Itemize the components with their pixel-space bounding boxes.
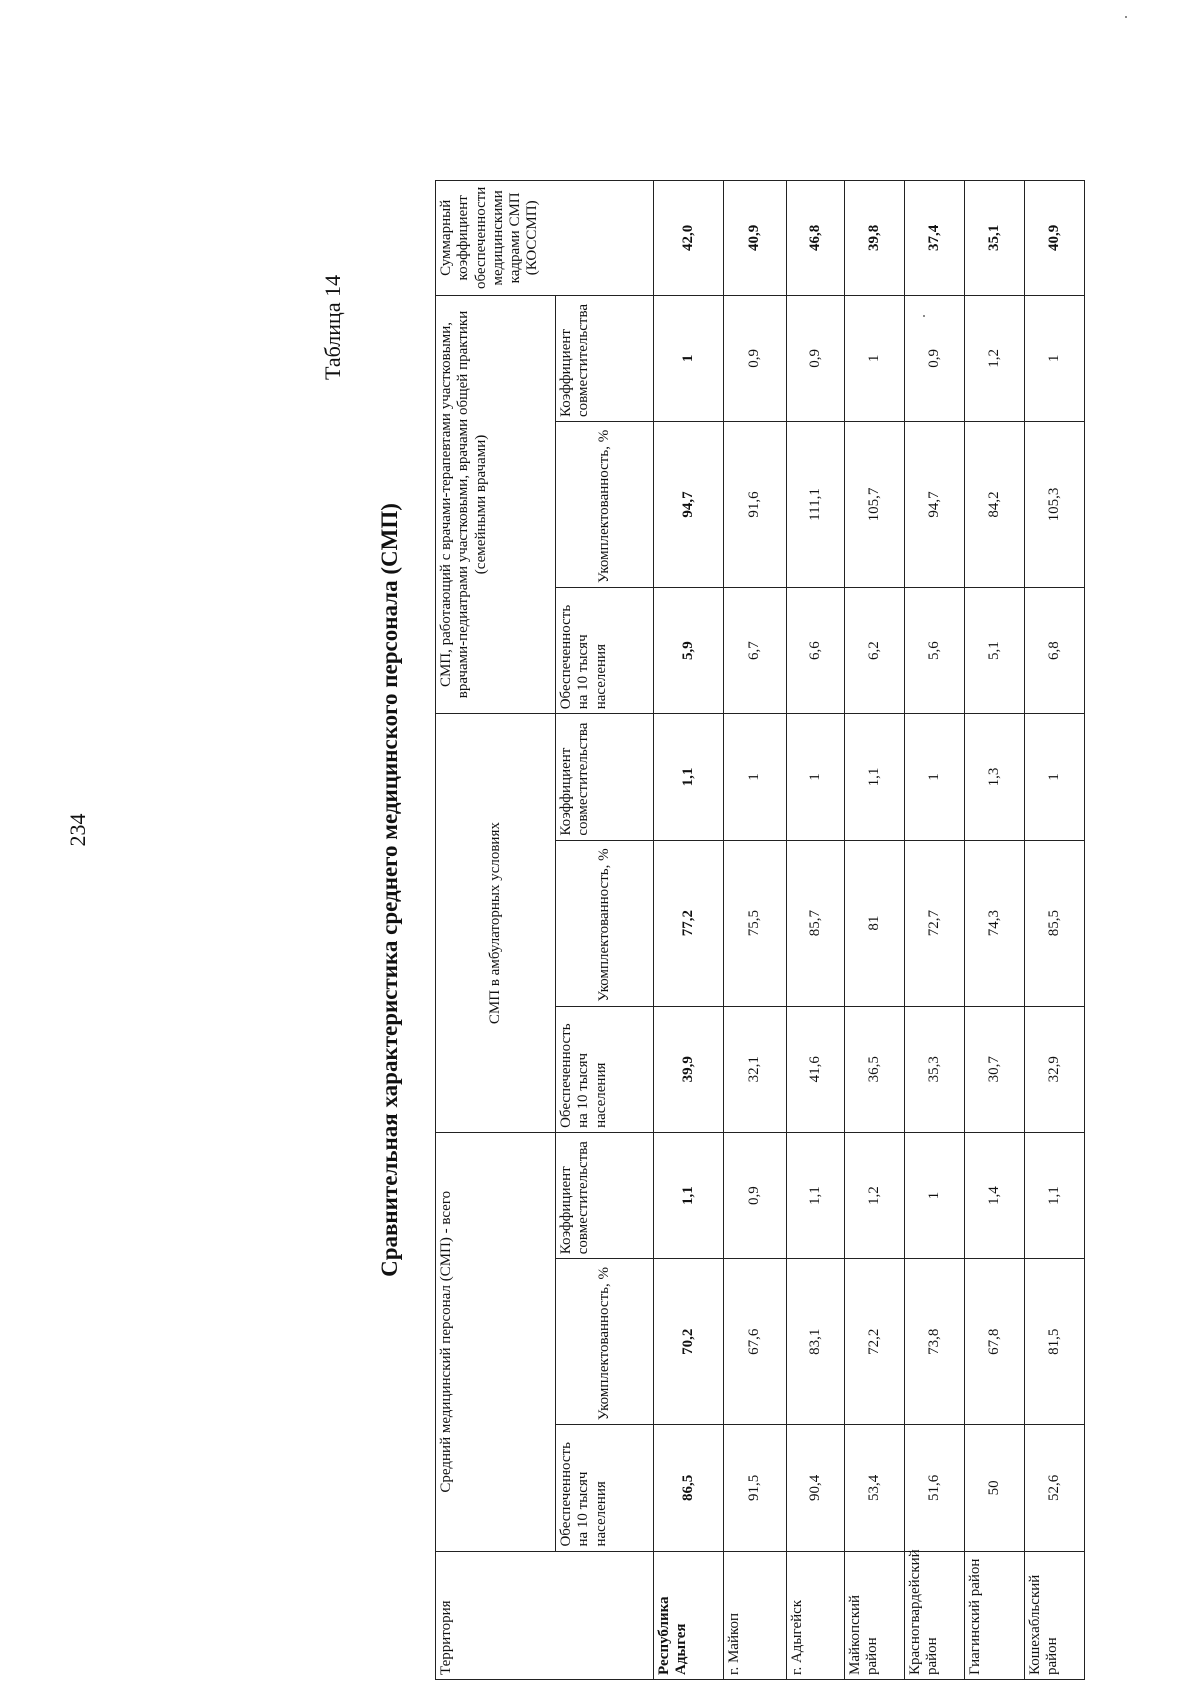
territory-cell: г. Адыгейск — [787, 1551, 845, 1679]
value-cell: 30,7 — [965, 1006, 1025, 1132]
value-cell: 1 — [905, 1132, 965, 1258]
value-cell: 70,2 — [654, 1259, 724, 1425]
territory-cell: Кошехабльский район — [1025, 1551, 1085, 1679]
value-cell: 1 — [724, 714, 787, 840]
value-cell: 53,4 — [845, 1425, 905, 1551]
value-cell: 32,9 — [1025, 1006, 1085, 1132]
value-cell: 1 — [787, 714, 845, 840]
value-cell: 1 — [1025, 714, 1085, 840]
table-row — [724, 181, 787, 1680]
value-cell: 1 — [654, 295, 724, 421]
header-group-total-smp: Средний медицинский персонал (СМП) - всего — [436, 1132, 556, 1551]
value-cell: 1,4 — [965, 1132, 1025, 1258]
total-coefficient-cell: 40,9 — [724, 181, 787, 296]
value-cell: 91,5 — [724, 1425, 787, 1551]
value-cell: 0,9 — [787, 295, 845, 421]
value-cell: 91,6 — [724, 422, 787, 588]
value-cell: 0,9 — [905, 295, 965, 421]
territory-cell: Республика Адыгея — [654, 1551, 724, 1679]
sub-staffing-2: Укомплектованность, % — [556, 840, 654, 1006]
table-row — [845, 181, 905, 1680]
header-row-1 — [436, 181, 556, 1680]
table-row — [787, 181, 845, 1680]
value-cell: 35,3 — [905, 1006, 965, 1132]
value-cell: 39,9 — [654, 1006, 724, 1132]
value-cell: 73,8 — [905, 1259, 965, 1425]
value-cell: 51,6 — [905, 1425, 965, 1551]
table-title: Сравнительная характеристика среднего медицинского персонала (СМП) — [377, 503, 402, 1277]
value-cell: 0,9 — [724, 295, 787, 421]
value-cell: 41,6 — [787, 1006, 845, 1132]
value-cell: 50 — [965, 1425, 1025, 1551]
total-coefficient-cell: 39,8 — [845, 181, 905, 296]
value-cell: 36,5 — [845, 1006, 905, 1132]
value-cell: 67,6 — [724, 1259, 787, 1425]
sub-coef-1: Коэффициент совместительства — [556, 1132, 654, 1258]
data-table — [435, 180, 1085, 1680]
total-coefficient-cell: 40,9 — [1025, 181, 1085, 296]
sub-staffing-1: Укомплектованность, % — [556, 1259, 654, 1425]
value-cell: 72,2 — [845, 1259, 905, 1425]
value-cell: 1 — [905, 714, 965, 840]
value-cell: 75,5 — [724, 840, 787, 1006]
rotated-page — [65, 170, 1125, 1680]
table-row — [905, 181, 965, 1680]
value-cell: 6,8 — [1025, 587, 1085, 713]
value-cell: 105,7 — [845, 422, 905, 588]
sub-coef-3: Коэффициент совместительства — [556, 295, 654, 421]
total-coefficient-cell: 46,8 — [787, 181, 845, 296]
header-territory: Территория — [436, 1551, 654, 1679]
value-cell: 74,3 — [965, 840, 1025, 1006]
table-row — [965, 181, 1025, 1680]
value-cell: 6,2 — [845, 587, 905, 713]
value-cell: 1,2 — [845, 1132, 905, 1258]
table-number: Таблица 14 — [320, 274, 345, 380]
value-cell: 1 — [845, 295, 905, 421]
total-coefficient-cell: 37,4 — [905, 181, 965, 296]
value-cell: 1,2 — [965, 295, 1025, 421]
total-coefficient-cell: 42,0 — [654, 181, 724, 296]
value-cell: 85,7 — [787, 840, 845, 1006]
sub-staffing-3: Укомплектованность, % — [556, 422, 654, 588]
table-row — [1025, 181, 1085, 1680]
header-row-2 — [556, 181, 654, 1680]
value-cell: 1,1 — [845, 714, 905, 840]
value-cell: 111,1 — [787, 422, 845, 588]
value-cell: 1,3 — [965, 714, 1025, 840]
header-group-ambulatory: СМП в амбулаторных условиях — [436, 714, 556, 1133]
sub-provision-2: Обеспеченность на 10 тысяч населения — [556, 1006, 654, 1132]
value-cell: 94,7 — [905, 422, 965, 588]
value-cell: 77,2 — [654, 840, 724, 1006]
value-cell: 1,1 — [787, 1132, 845, 1258]
value-cell: 94,7 — [654, 422, 724, 588]
table-row — [654, 181, 724, 1680]
value-cell: 81,5 — [1025, 1259, 1085, 1425]
header-group-family-doctors: СМП, работающий с врачами-терапевтами участковыми, врачами-педиатрами участковыми, врачами общей практики (семейными врачами) — [436, 295, 556, 714]
value-cell: 1,1 — [1025, 1132, 1085, 1258]
value-cell: 86,5 — [654, 1425, 724, 1551]
value-cell: 1 — [1025, 295, 1085, 421]
value-cell: 52,6 — [1025, 1425, 1085, 1551]
value-cell: 6,7 — [724, 587, 787, 713]
territory-cell: Гиагинский район — [965, 1551, 1025, 1679]
scan-speck — [923, 315, 925, 317]
value-cell: 32,1 — [724, 1006, 787, 1132]
sub-provision-3: Обеспеченность на 10 тысяч населения — [556, 587, 654, 713]
territory-cell: Майкопский район — [845, 1551, 905, 1679]
sub-coef-2: Коэффициент совместительства — [556, 714, 654, 840]
total-coefficient-cell: 35,1 — [965, 181, 1025, 296]
value-cell: 90,4 — [787, 1425, 845, 1551]
territory-cell: г. Майкоп — [724, 1551, 787, 1679]
header-total-coefficient: Суммарный коэффициент обеспеченности медицинскими кадрами СМП (КОССМП) — [436, 181, 654, 296]
value-cell: 67,8 — [965, 1259, 1025, 1425]
value-cell: 72,7 — [905, 840, 965, 1006]
value-cell: 81 — [845, 840, 905, 1006]
value-cell: 0,9 — [724, 1132, 787, 1258]
territory-cell: Красногвардейский район — [905, 1551, 965, 1679]
value-cell: 85,5 — [1025, 840, 1085, 1006]
value-cell: 5,6 — [905, 587, 965, 713]
value-cell: 1,1 — [654, 714, 724, 840]
value-cell: 5,1 — [965, 587, 1025, 713]
value-cell: 1,1 — [654, 1132, 724, 1258]
sub-provision-1: Обеспеченность на 10 тысяч населения — [556, 1425, 654, 1551]
value-cell: 5,9 — [654, 587, 724, 713]
value-cell: 84,2 — [965, 422, 1025, 588]
value-cell: 105,3 — [1025, 422, 1085, 588]
value-cell: 6,6 — [787, 587, 845, 713]
scan-speck — [1125, 16, 1127, 18]
value-cell: 83,1 — [787, 1259, 845, 1425]
page-number: 234 — [65, 813, 90, 847]
